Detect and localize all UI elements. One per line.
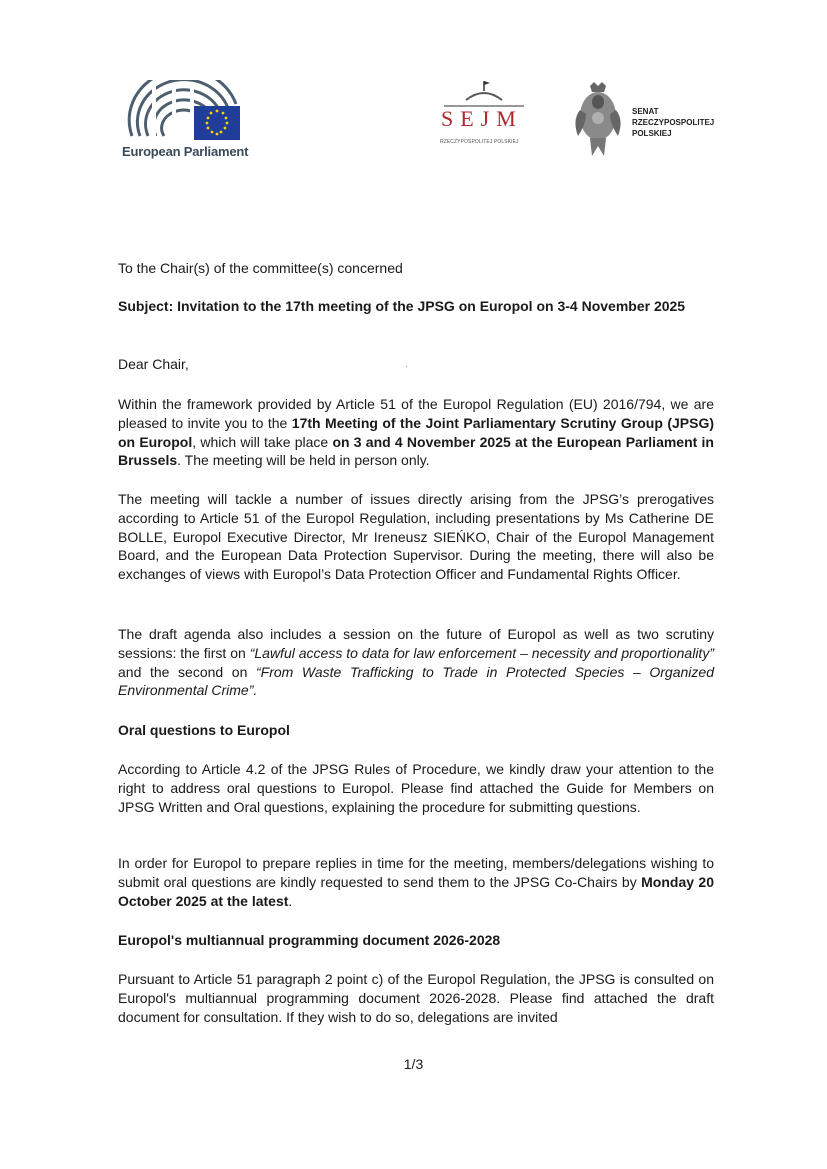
senat-line-2: RZECZYPOSPOLITEJ — [632, 118, 715, 127]
sejm-dome-icon — [436, 78, 536, 108]
sejm-wordmark: SEJM — [441, 106, 523, 131]
paragraph-deadline — [118, 854, 714, 910]
european-parliament-logo — [118, 80, 258, 165]
subject-line: Subject: Invitation to the 17th meeting of the JPSG on Europol on 3-4 November 2025 — [118, 298, 686, 314]
heading-programming-document: Europol's multiannual programming document 2026-2028 — [118, 932, 501, 948]
italic-run: “Lawful access to data for law enforcement – necessity and proportionality” — [249, 644, 714, 661]
sejm-subtitle: RZECZYPOSPOLITEJ POLSKIEJ — [440, 139, 519, 145]
italic-run: “From Waste Trafficking to Trade in Protected Species – Organized Environmental Crime”. — [118, 663, 714, 699]
paragraph-consultation: Pursuant to Article 51 paragraph 2 point c) of the Europol Regulation, the JPSG is consulted on Europol's multiannual programming document 2026-2028. Please find attached the draft document for consultation. If they wish to do so, delegations are invited — [118, 971, 714, 1025]
scan-speck: · — [405, 361, 408, 371]
text-run: In order for Europol to prepare replies in time for the meeting, members/delegations wishing to submit oral questions are kindly requested to send them to the JPSG Co-Chairs by — [118, 855, 714, 890]
eagle-emblem-icon — [572, 80, 624, 160]
european-parliament-label: European Parliament — [122, 144, 249, 159]
bold-run: Monday 20 October 2025 at the latest — [118, 873, 715, 909]
text-run: . The meeting will be held in person only. — [177, 452, 430, 469]
senat-line-3: POLSKIEJ — [632, 129, 672, 138]
senat-line-1: SENAT — [632, 107, 659, 116]
text-run: . — [288, 892, 293, 909]
text-run: The draft agenda also includes a session on the future of Europol as well as two scrutiny sessions: the first on — [118, 626, 714, 661]
text-run: , which will take place — [192, 433, 333, 450]
bold-run: 17th Meeting of the Joint Parliamentary Scrutiny Group (JPSG) on Europol — [118, 414, 714, 450]
paragraph-invitation — [118, 395, 714, 470]
senat-label — [632, 106, 714, 139]
parliament-hemicycle-icon — [124, 80, 242, 140]
paragraph-meeting-issues: The meeting will tackle a number of issues directly arising from the JPSG’s prerogatives according to Article 51 of the Europol Regulation, including presentations by Ms Catherine DE BOLLE, Europol Executive Director, Mr Ireneusz SIEŃKO, Chair of the Europol Management Board, and the European Data Protection Supervisor. During the meeting, there will also be exchanges of views with Europol’s Data Protection Officer and Fundamental Rights Officer. — [118, 491, 714, 583]
paragraph-draft-agenda — [118, 625, 714, 700]
text-run: and the second on — [118, 663, 256, 680]
text-run: Within the framework provided by Article 51 of the Europol Regulation (EU) 2016/794, we are pleased to invite you to the — [118, 396, 714, 431]
sejm-logo — [436, 78, 536, 150]
bold-run: on 3 and 4 November 2025 at the European Parliament in Brussels — [118, 433, 714, 469]
recipient-line: To the Chair(s) of the committee(s) concerned — [118, 260, 403, 276]
salutation: Dear Chair, — [118, 356, 189, 372]
senat-logo — [572, 80, 742, 160]
paragraph-rules-of-procedure: According to Article 4.2 of the JPSG Rules of Procedure, we kindly draw your attention to the right to address oral questions to Europol. Please find attached the Guide for Members on JPSG Written and Oral questions, explaining the procedure for submitting questions. — [118, 761, 714, 815]
heading-oral-questions: Oral questions to Europol — [118, 722, 290, 738]
page-number: 1/3 — [403, 1056, 424, 1072]
